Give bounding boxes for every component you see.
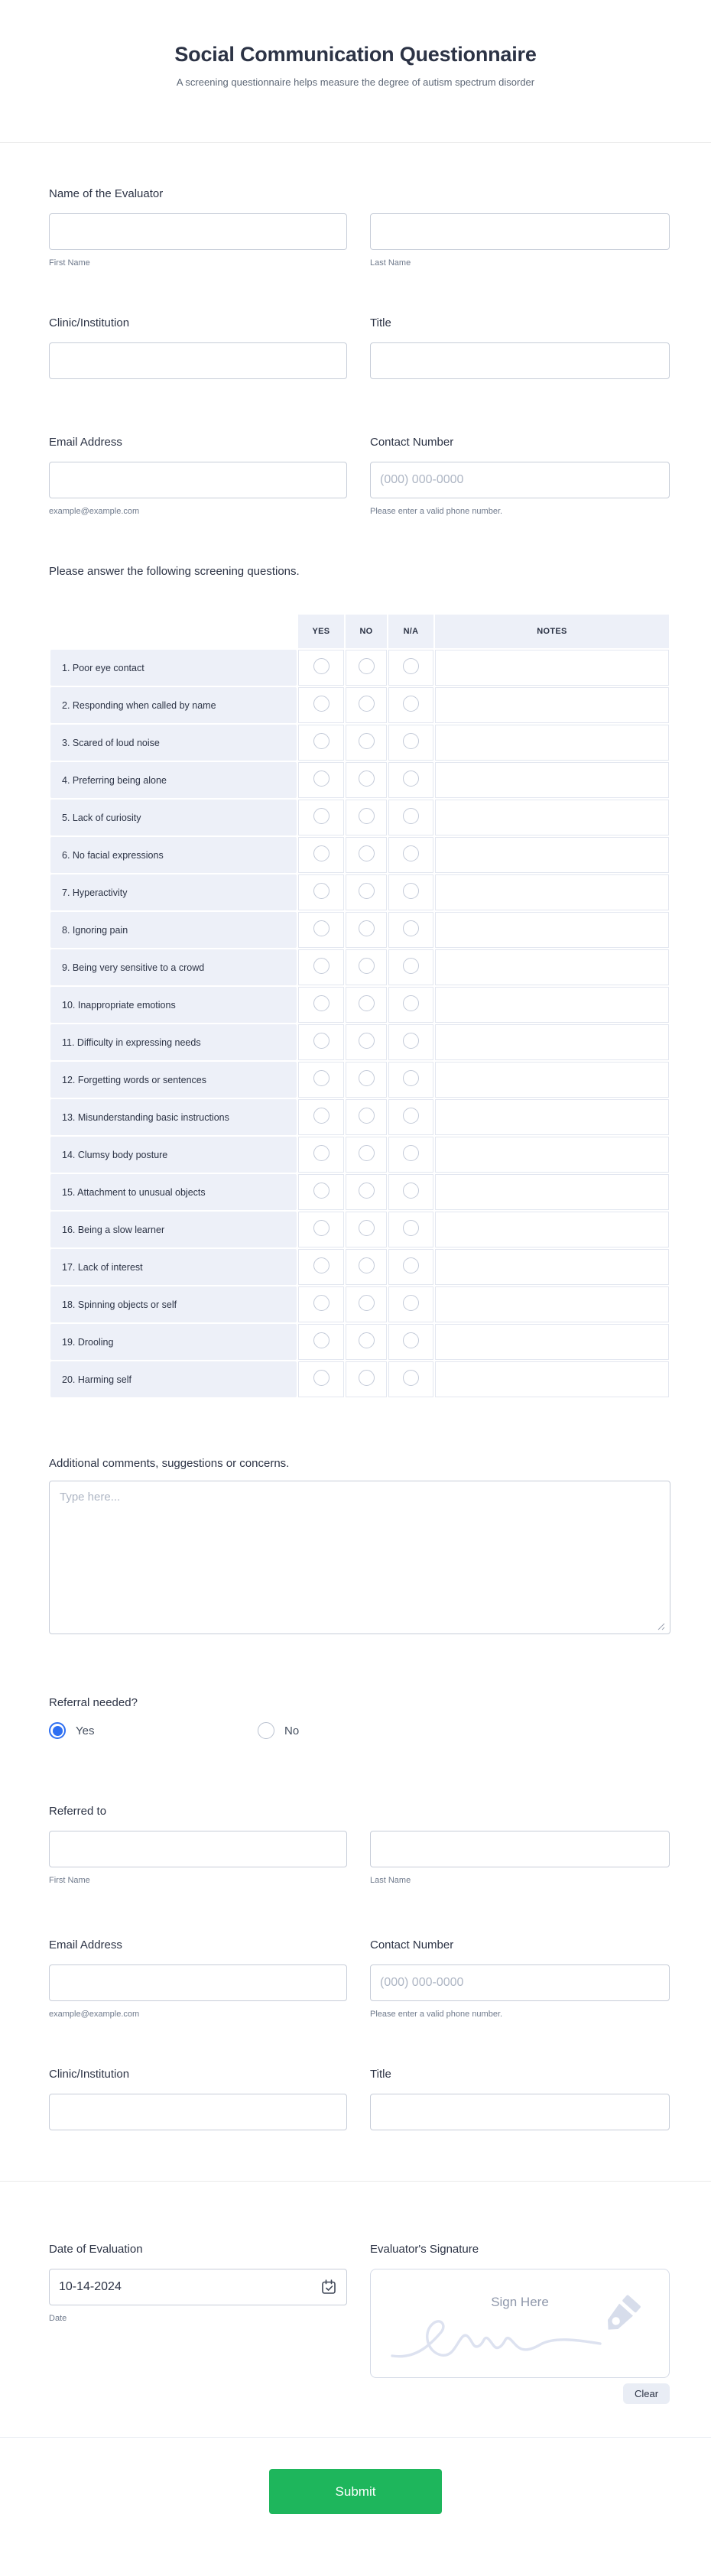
question-label: 14. Clumsy body posture [50,1137,297,1173]
referred-contact-label: Contact Number [370,1938,454,1951]
section-referral [49,1696,670,1739]
radio-yes-cell[interactable] [298,1361,344,1397]
screening-table-body [50,650,669,1397]
notes-cell[interactable] [435,762,669,798]
radio-na-icon[interactable] [403,1295,419,1311]
radio-na-icon[interactable] [403,1183,419,1199]
radio-no-icon[interactable] [359,1295,375,1311]
evaluator-last-name-input[interactable] [370,213,670,250]
date-label: Date of Evaluation [49,2243,143,2256]
radio-yes-cell[interactable] [298,1137,344,1173]
radio-yes-cell[interactable] [298,1062,344,1098]
referred-title-label: Title [370,2068,391,2081]
email-input[interactable] [49,462,347,498]
screening-table-row [50,987,669,1023]
radio-no-cell[interactable] [346,1137,387,1173]
screening-table-row [50,949,669,985]
radio-na-cell[interactable] [388,1324,433,1360]
referred-email-wrap [49,1964,347,2019]
question-label: 18. Spinning objects or self [50,1286,297,1322]
sign-here-placeholder: Sign Here [491,2295,549,2309]
radio-yes-label: Yes [76,1724,95,1737]
radio-no-cell[interactable] [346,912,387,948]
screening-table-row [50,1212,669,1247]
notes-cell[interactable] [435,874,669,910]
notes-cell[interactable] [435,1062,669,1098]
radio-yes-cell[interactable] [298,1099,344,1135]
signature-squiggle-pen-icon [371,2269,670,2378]
notes-cell[interactable] [435,725,669,761]
question-label: 7. Hyperactivity [50,874,297,910]
radio-yes-icon[interactable] [313,658,330,674]
notes-cell[interactable] [435,1099,669,1135]
radio-no-cell[interactable] [346,1174,387,1210]
section-referred-contact [49,1938,670,2019]
radio-yes-icon[interactable] [313,845,330,861]
radio-no-cell[interactable] [346,725,387,761]
screening-table-row [50,1062,669,1098]
submit-button[interactable]: Submit [269,2469,442,2514]
radio-yes-cell[interactable] [298,800,344,835]
empty-header-cell [50,615,297,648]
contact-field-wrap [370,462,670,516]
radio-na-cell[interactable] [388,1286,433,1322]
radio-na-cell[interactable] [388,1174,433,1210]
notes-cell[interactable] [435,800,669,835]
email-label: Email Address [49,436,122,449]
col-header-notes: NOTES [435,615,669,648]
signature-field-wrap [370,2269,670,2404]
radio-yes-cell[interactable] [298,874,344,910]
screening-table-row [50,1249,669,1285]
radio-yes-cell[interactable] [298,1174,344,1210]
radio-yes-cell[interactable] [298,912,344,948]
radio-no-icon[interactable] [359,1220,375,1236]
radio-no-cell[interactable] [346,1024,387,1060]
referred-last-name-input[interactable] [370,1831,670,1867]
referred-contact-sublabel: Please enter a valid phone number. [370,2010,503,2019]
screening-table-row [50,912,669,948]
referred-first-name-input[interactable] [49,1831,347,1867]
question-label: 12. Forgetting words or sentences [50,1062,297,1098]
radio-na-icon[interactable] [403,1370,419,1386]
radio-yes-icon[interactable] [313,920,330,936]
radio-na-icon[interactable] [403,845,419,861]
question-label: 3. Scared of loud noise [50,725,297,761]
radio-na-cell[interactable] [388,1099,433,1135]
submit-section [0,2469,711,2514]
radio-selected-icon [49,1722,66,1739]
radio-yes-cell[interactable] [298,1212,344,1247]
screening-table-row [50,725,669,761]
notes-cell[interactable] [435,650,669,686]
title-input[interactable] [370,342,670,379]
col-header-no: NO [346,615,387,648]
question-label: 5. Lack of curiosity [50,800,297,835]
signature-clear-button[interactable]: Clear [623,2383,670,2404]
clinic-input[interactable] [49,342,347,379]
screening-table-row [50,1174,669,1210]
radio-no-icon[interactable] [359,1332,375,1348]
radio-na-icon[interactable] [403,771,419,787]
question-label: 16. Being a slow learner [50,1212,297,1247]
radio-no-cell[interactable] [346,1324,387,1360]
first-name-sublabel: First Name [49,258,90,268]
referred-title-input[interactable] [370,2094,670,2130]
section-clinic-title [49,316,670,379]
radio-na-cell[interactable] [388,1361,433,1397]
section-email-contact [49,436,670,516]
title-label: Title [370,316,391,329]
radio-yes-cell[interactable] [298,949,344,985]
clinic-label: Clinic/Institution [49,316,130,329]
question-label: 9. Being very sensitive to a crowd [50,949,297,985]
referred-clinic-label: Clinic/Institution [49,2068,130,2081]
radio-yes-icon[interactable] [313,1370,330,1386]
referred-first-wrap [49,1831,347,1885]
radio-yes-icon[interactable] [313,1145,330,1161]
radio-no-icon[interactable] [359,1183,375,1199]
radio-no-icon[interactable] [359,1070,375,1086]
section-comments [49,1457,670,1638]
radio-na-cell[interactable] [388,1137,433,1173]
last-name-sublabel: Last Name [370,258,411,268]
radio-no-icon[interactable] [359,733,375,749]
resize-grip-icon[interactable] [657,1623,665,1630]
radio-yes-cell[interactable] [298,1249,344,1285]
radio-na-cell[interactable] [388,1249,433,1285]
section-screening [49,565,670,1399]
radio-no-icon[interactable] [359,808,375,824]
section-referred-name [49,1805,670,1885]
section-referred-clinic [49,2068,670,2130]
radio-na-icon[interactable] [403,1145,419,1161]
radio-yes-cell[interactable] [298,837,344,873]
radio-na-icon[interactable] [403,696,419,712]
radio-no-icon[interactable] [359,1108,375,1124]
radio-no-icon[interactable] [359,1257,375,1273]
radio-yes-icon[interactable] [313,1033,330,1049]
radio-yes-cell[interactable] [298,1024,344,1060]
referred-contact-input[interactable] [370,1964,670,2001]
radio-no-cell[interactable] [346,1099,387,1135]
referred-last-wrap [370,1831,670,1885]
form-subtitle: A screening questionnaire helps measure the degree of autism spectrum disorder [176,76,535,88]
radio-na-cell[interactable] [388,687,433,723]
referred-to-label: Referred to [49,1805,107,1818]
radio-no-icon[interactable] [359,1145,375,1161]
radio-no-cell[interactable] [346,987,387,1023]
radio-na-cell[interactable] [388,1062,433,1098]
notes-cell[interactable] [435,987,669,1023]
contact-sublabel: Please enter a valid phone number. [370,507,503,516]
radio-no-icon[interactable] [359,958,375,974]
screening-table-row [50,1024,669,1060]
notes-cell[interactable] [435,1174,669,1210]
radio-na-cell[interactable] [388,800,433,835]
radio-na-cell[interactable] [388,912,433,948]
screening-table-row [50,1137,669,1173]
radio-no-label: No [284,1724,300,1737]
screening-table-row [50,1099,669,1135]
radio-na-cell[interactable] [388,987,433,1023]
screening-table-row [50,837,669,873]
radio-na-cell[interactable] [388,949,433,985]
col-header-na: N/A [388,615,433,648]
question-label: 20. Harming self [50,1361,297,1397]
radio-no-cell[interactable] [346,837,387,873]
radio-na-icon[interactable] [403,733,419,749]
form-title: Social Communication Questionnaire [174,43,537,66]
evaluator-name-label: Name of the Evaluator [49,187,164,200]
radio-no-cell[interactable] [346,1286,387,1322]
radio-no-cell[interactable] [346,1212,387,1247]
referred-email-sublabel: example@example.com [49,2010,140,2019]
notes-cell[interactable] [435,1249,669,1285]
radio-no-cell[interactable] [346,800,387,835]
date-sublabel: Date [49,2314,67,2323]
radio-yes-icon[interactable] [313,995,330,1011]
section-divider [0,2181,711,2182]
radio-na-icon[interactable] [403,1220,419,1236]
radio-na-icon[interactable] [403,920,419,936]
radio-yes-cell[interactable] [298,687,344,723]
question-label: 13. Misunderstanding basic instructions [50,1099,297,1135]
radio-no-cell[interactable] [346,949,387,985]
footer-divider [0,2437,711,2438]
notes-cell[interactable] [435,949,669,985]
radio-yes-cell[interactable] [298,762,344,798]
last-name-field-wrap [370,213,670,268]
question-label: 15. Attachment to unusual objects [50,1174,297,1210]
screening-header-row [50,615,669,648]
radio-yes-icon[interactable] [313,1257,330,1273]
screening-table-row [50,1324,669,1360]
screening-table-row [50,650,669,686]
signature-label: Evaluator's Signature [370,2243,479,2256]
question-label: 17. Lack of interest [50,1249,297,1285]
radio-no-icon[interactable] [359,658,375,674]
radio-na-icon[interactable] [403,1070,419,1086]
notes-cell[interactable] [435,1286,669,1322]
notes-cell[interactable] [435,1137,669,1173]
notes-cell[interactable] [435,837,669,873]
notes-cell[interactable] [435,1324,669,1360]
notes-cell[interactable] [435,1212,669,1247]
question-label: 11. Difficulty in expressing needs [50,1024,297,1060]
radio-na-icon[interactable] [403,1108,419,1124]
question-label: 6. No facial expressions [50,837,297,873]
radio-option-yes[interactable] [49,1722,258,1739]
contact-label: Contact Number [370,436,454,449]
date-field-wrap [49,2269,347,2404]
section-evaluator-name [49,187,670,268]
screening-table [49,613,670,1399]
radio-na-cell[interactable] [388,725,433,761]
notes-cell[interactable] [435,1024,669,1060]
email-field-wrap [49,462,347,516]
comments-label: Additional comments, suggestions or concerns. [49,1457,290,1470]
radio-yes-icon[interactable] [313,1295,330,1311]
radio-yes-cell[interactable] [298,725,344,761]
radio-no-icon[interactable] [359,845,375,861]
question-label: 10. Inappropriate emotions [50,987,297,1023]
radio-yes-cell[interactable] [298,1286,344,1322]
radio-yes-cell[interactable] [298,650,344,686]
radio-no-cell[interactable] [346,650,387,686]
referral-label: Referral needed? [49,1696,138,1709]
radio-na-icon[interactable] [403,958,419,974]
screening-table-row [50,874,669,910]
radio-no-cell[interactable] [346,1361,387,1397]
radio-yes-icon[interactable] [313,808,330,824]
radio-yes-icon[interactable] [313,958,330,974]
radio-no-icon[interactable] [359,920,375,936]
calendar-icon[interactable] [320,2279,337,2295]
radio-yes-icon[interactable] [313,883,330,899]
referred-email-input[interactable] [49,1964,347,2001]
radio-na-icon[interactable] [403,995,419,1011]
notes-cell[interactable] [435,687,669,723]
screening-table-row [50,1286,669,1322]
screening-table-row [50,1361,669,1397]
radio-na-cell[interactable] [388,650,433,686]
col-header-yes: YES [298,615,344,648]
radio-unselected-icon [258,1722,274,1739]
question-label: 19. Drooling [50,1324,297,1360]
referred-last-sublabel: Last Name [370,1876,411,1885]
radio-na-icon[interactable] [403,1332,419,1348]
referred-email-label: Email Address [49,1938,122,1951]
radio-no-cell[interactable] [346,874,387,910]
screening-table-row [50,762,669,798]
radio-no-cell[interactable] [346,1249,387,1285]
radio-yes-cell[interactable] [298,987,344,1023]
radio-na-icon[interactable] [403,808,419,824]
question-label: 1. Poor eye contact [50,650,297,686]
referred-contact-wrap [370,1964,670,2019]
radio-no-icon[interactable] [359,995,375,1011]
referral-radio-group [49,1722,670,1739]
radio-na-cell[interactable] [388,837,433,873]
radio-na-cell[interactable] [388,874,433,910]
referred-first-sublabel: First Name [49,1876,90,1885]
radio-na-icon[interactable] [403,883,419,899]
question-label: 8. Ignoring pain [50,912,297,948]
radio-no-icon[interactable] [359,1033,375,1049]
radio-no-cell[interactable] [346,762,387,798]
radio-na-cell[interactable] [388,762,433,798]
radio-no-icon[interactable] [359,1370,375,1386]
radio-yes-cell[interactable] [298,1324,344,1360]
email-sublabel: example@example.com [49,507,140,516]
section-date-signature [49,2243,670,2404]
radio-na-cell[interactable] [388,1024,433,1060]
screening-table-row [50,687,669,723]
screening-prompt: Please answer the following screening questions. [49,565,300,578]
radio-yes-icon[interactable] [313,771,330,787]
radio-yes-icon[interactable] [313,1220,330,1236]
notes-cell[interactable] [435,1361,669,1397]
comments-textarea[interactable] [49,1481,670,1634]
radio-na-icon[interactable] [403,658,419,674]
radio-yes-icon[interactable] [313,696,330,712]
first-name-field-wrap [49,213,347,268]
form-header [0,0,711,143]
radio-yes-icon[interactable] [313,1183,330,1199]
radio-no-icon[interactable] [359,883,375,899]
question-label: 4. Preferring being alone [50,762,297,798]
contact-input[interactable] [370,462,670,498]
signature-pad[interactable] [370,2269,670,2378]
referred-clinic-input[interactable] [49,2094,347,2130]
date-input[interactable] [49,2269,347,2305]
radio-na-icon[interactable] [403,1033,419,1049]
radio-na-icon[interactable] [403,1257,419,1273]
radio-na-cell[interactable] [388,1212,433,1247]
radio-no-icon[interactable] [359,696,375,712]
radio-yes-icon[interactable] [313,1070,330,1086]
radio-yes-icon[interactable] [313,1332,330,1348]
radio-yes-icon[interactable] [313,733,330,749]
radio-no-cell[interactable] [346,1062,387,1098]
question-label: 2. Responding when called by name [50,687,297,723]
notes-cell[interactable] [435,912,669,948]
screening-table-row [50,800,669,835]
radio-no-icon[interactable] [359,771,375,787]
radio-no-cell[interactable] [346,687,387,723]
evaluator-first-name-input[interactable] [49,213,347,250]
radio-yes-icon[interactable] [313,1108,330,1124]
radio-option-no[interactable] [258,1722,299,1739]
